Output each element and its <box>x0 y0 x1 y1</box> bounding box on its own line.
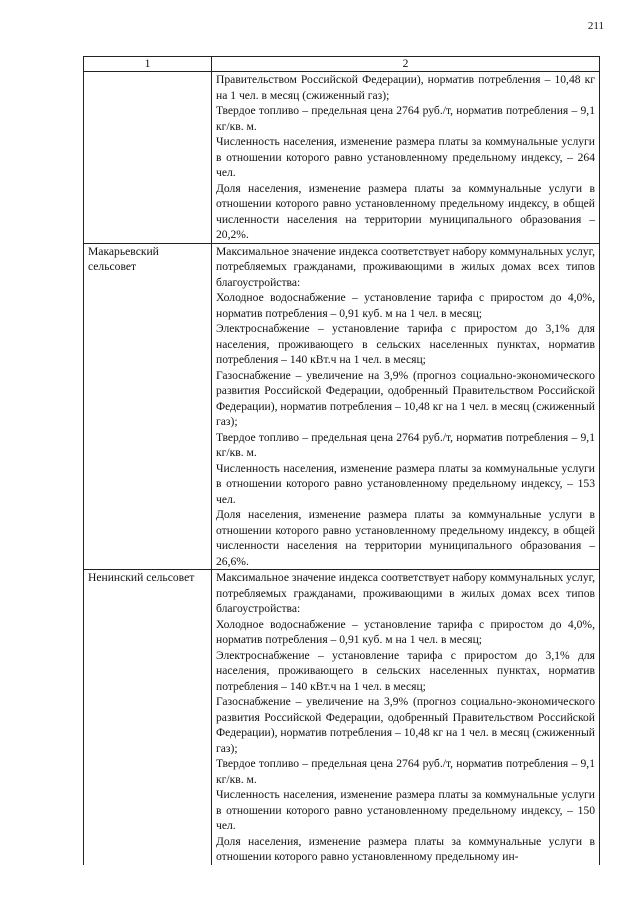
paragraph: Холодное водоснабжение – установление тарифа с приростом до 4,0%, норматив потребления – 0,91 куб. м на 1 чел. в месяц; <box>216 291 595 320</box>
region-description <box>212 72 600 244</box>
paragraph: Холодное водоснабжение – установление тарифа с приростом до 4,0%, норматив потребления – 0,91 куб. м на 1 чел. в месяц; <box>216 617 595 646</box>
paragraph: Твердое топливо – предельная цена 2764 руб./т, норматив потребления – 9,1 кг/кв. м. <box>216 104 595 133</box>
page-number: 211 <box>587 20 604 32</box>
paragraph: Доля населения, изменение размера платы за коммунальные услуги в отношении которого равно установленному предельному индексу, в общей численности населения на территории муниципального образования – 26,6%. <box>216 508 595 568</box>
paragraph: Твердое топливо – предельная цена 2764 руб./т, норматив потребления – 9,1 кг/кв. м. <box>216 757 595 786</box>
paragraph: Численность населения, изменение размера платы за коммунальные услуги в отношении которого равно установленному предельному индексу, – 264 чел. <box>216 135 595 179</box>
paragraph: Доля населения, изменение размера платы за коммунальные услуги в отношении которого равно установленному предельному индексу, в общей численности населения на территории муниципального образования – 20,2%. <box>216 181 595 241</box>
region-description <box>212 570 600 865</box>
document-table <box>83 56 600 865</box>
table-row <box>84 72 600 244</box>
paragraph: Электроснабжение – установление тарифа с приростом до 3,1% для населения, проживающего в сельских населенных пунктах, норматив потребления – 140 кВт.ч на 1 чел. в месяц; <box>216 648 595 693</box>
column-header-2: 2 <box>212 57 600 72</box>
paragraph: Максимальное значение индекса соответствует набору коммунальных услуг, потребляемых гражданами, проживающими в жилых домах всех типов благоустройства: <box>216 244 595 289</box>
paragraph: Газоснабжение – увеличение на 3,9% (прогноз социально-экономического развития Российской Федерации, одобренный Правительством Российской Федерации), норматив потребления – 10,48 кг на 1 чел. в месяц (сжиженный газ); <box>216 368 595 428</box>
table-row <box>84 243 600 570</box>
table-header-row <box>84 57 600 72</box>
paragraph: Численность населения, изменение размера платы за коммунальные услуги в отношении которого равно установленному предельному индексу, – 150 чел. <box>216 788 595 832</box>
region-name <box>84 72 212 244</box>
paragraph: Электроснабжение – установление тарифа с приростом до 3,1% для населения, проживающего в сельских населенных пунктах, норматив потребления – 140 кВт.ч на 1 чел. в месяц; <box>216 322 595 366</box>
paragraph: Правительством Российской Федерации), норматив потребления – 10,48 кг на 1 чел. в месяц (сжиженный газ); <box>216 73 595 102</box>
paragraph: Твердое топливо – предельная цена 2764 руб./т, норматив потребления – 9,1 кг/кв. м. <box>216 430 595 459</box>
table-row <box>84 570 600 865</box>
region-name: Макарьевский сельсовет <box>84 243 212 570</box>
region-description <box>212 243 600 570</box>
paragraph: Максимальное значение индекса соответствует набору коммунальных услуг, потребляемых гражданами, проживающими в жилых домах всех типов благоустройства: <box>216 571 595 615</box>
region-name: Ненинский сельсовет <box>84 570 212 865</box>
paragraph: Газоснабжение – увеличение на 3,9% (прогноз социально-экономического развития Российской Федерации, одобренный Правительством Российской Федерации), норматив потребления – 10,48 кг на 1 чел. в месяц (сжиженный газ); <box>216 695 595 755</box>
column-header-1: 1 <box>84 57 212 72</box>
paragraph: Доля населения, изменение размера платы за коммунальные услуги в отношении которого равно установленному предельному ин- <box>216 834 595 863</box>
paragraph: Численность населения, изменение размера платы за коммунальные услуги в отношении которого равно установленному предельному индексу, – 153 чел. <box>216 461 595 506</box>
